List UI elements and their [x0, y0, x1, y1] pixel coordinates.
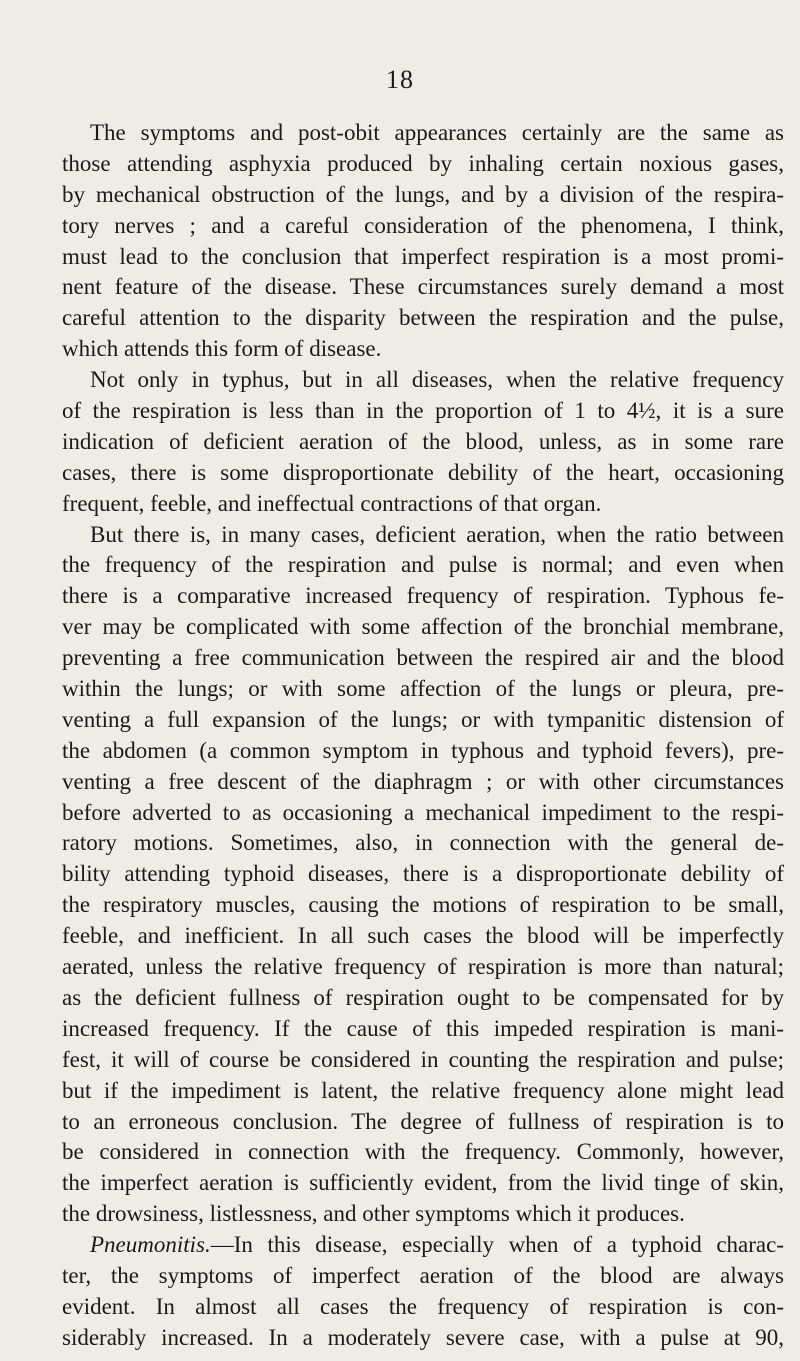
text-line: but if the impediment is latent, the relative frequency alone might lead [62, 1077, 784, 1103]
text-line: Not only in typhus, but in all diseases, when the relative frequency [90, 367, 784, 393]
text-line: aerated, unless the relative frequency of respiration is more than natural; [62, 954, 784, 980]
section-heading: Pneumonitis. [90, 1232, 211, 1258]
text-line: the drowsiness, listlessness, and other symptoms which it produces. [62, 1201, 685, 1227]
text-line: the imperfect aeration is sufficiently evident, from the livid tinge of skin, [62, 1170, 784, 1196]
text-line: of the respiration is less than in the proportion of 1 to 4½, it is a sure [62, 398, 784, 424]
text-line: ratory motions. Sometimes, also, in connection with the general de- [62, 830, 784, 856]
text-line: evident. In almost all cases the frequency of respiration is con- [62, 1293, 784, 1319]
text-line: nent feature of the disease. These circumstances surely demand a most [62, 274, 784, 300]
text-line: siderably increased. In a moderately severe case, with a pulse at 90, [62, 1324, 784, 1350]
text-line: tory nerves ; and a careful consideration of the phenomena, I think, [62, 212, 784, 238]
text-line: bility attending typhoid diseases, there is a disproportionate debility of [62, 861, 784, 887]
text-line: careful attention to the disparity between the respiration and the pulse, [62, 305, 784, 331]
text-line: to an erroneous conclusion. The degree of fullness of respiration is to [62, 1108, 784, 1134]
text-line: those attending asphyxia produced by inhaling certain noxious gases, [62, 150, 784, 176]
text-line: as the deficient fullness of respiration ought to be compensated for by [62, 984, 784, 1010]
text-line: before adverted to as occasioning a mechanical impediment to the respi- [62, 799, 784, 825]
text-line: The symptoms and post-obit appearances certainly are the same as [90, 120, 784, 145]
text-line: which attends this form of disease. [62, 336, 382, 362]
text-line: must lead to the conclusion that imperfect respiration is a most promi- [62, 243, 784, 269]
body-text [62, 118, 784, 1354]
text-line: But there is, in many cases, deficient aeration, when the ratio between [90, 521, 784, 547]
text-line: within the lungs; or with some affection of the lungs or pleura, pre- [62, 676, 784, 702]
text-line: the respiratory muscles, causing the motions of respiration to be small, [62, 892, 784, 918]
text-line: fest, it will of course be considered in counting the respiration and pulse; [62, 1046, 784, 1072]
text-line: preventing a free communication between the respired air and the blood [62, 645, 784, 671]
text-line: frequent, feeble, and ineffectual contractions of that organ. [62, 490, 602, 516]
text-line: venting a full expansion of the lungs; or with tympanitic distension of [62, 706, 784, 732]
text-line-with-heading [62, 1230, 784, 1261]
text-line: venting a free descent of the diaphragm ; or with other circumstances [62, 768, 784, 794]
text-line: increased frequency. If the cause of this impeded respiration is mani- [62, 1015, 784, 1041]
text-line-rest: —In this disease, especially when of a typhoid charac- [210, 1232, 784, 1258]
text-line: there is a comparative increased frequency of respiration. Typhous fe- [62, 583, 784, 609]
text-line: the frequency of the respiration and pulse is normal; and even when [62, 552, 784, 578]
text-line: by mechanical obstruction of the lungs, and by a division of the respira- [62, 181, 784, 207]
text-line: be considered in connection with the frequency. Commonly, however, [62, 1139, 784, 1165]
text-line: the abdomen (a common symptom in typhous and typhoid fevers), pre- [62, 737, 784, 763]
text-line: ter, the symptoms of imperfect aeration of the blood are always [62, 1262, 784, 1288]
text-line: feeble, and inefficient. In all such cases the blood will be imperfectly [62, 923, 784, 949]
text-line: indication of deficient aeration of the blood, unless, as in some rare [62, 428, 784, 454]
text-line: ver may be complicated with some affection of the bronchial membrane, [62, 614, 784, 640]
page-number: 18 [386, 65, 414, 94]
text-line: cases, there is some disproportionate debility of the heart, occasioning [62, 459, 784, 485]
